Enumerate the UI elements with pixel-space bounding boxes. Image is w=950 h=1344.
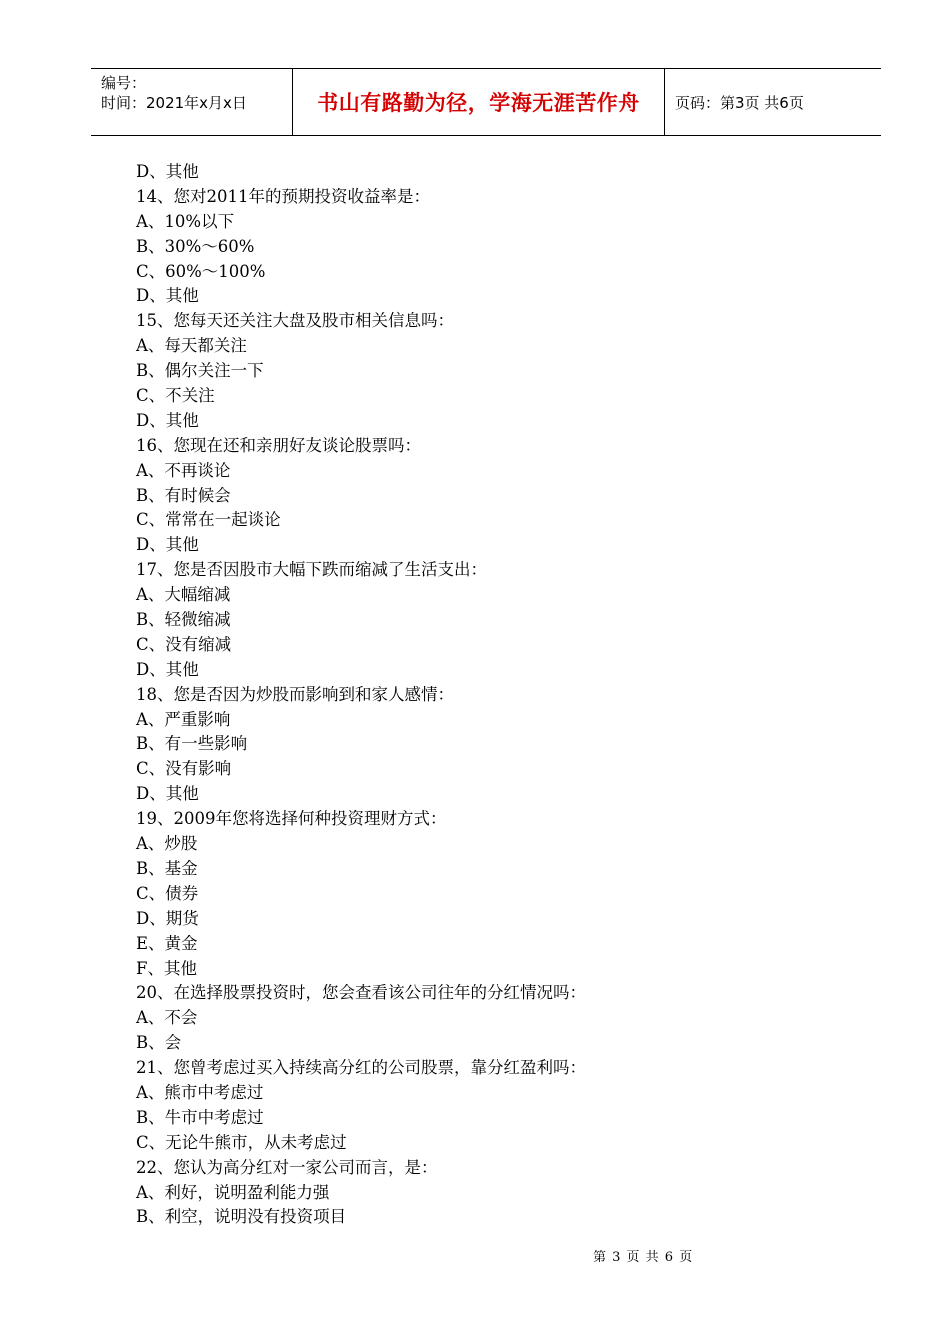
option-line: F、其他 [136, 958, 197, 978]
option-line: C、债券 [136, 883, 199, 903]
option-line: C、没有缩减 [136, 634, 232, 654]
question-line: 20、在选择股票投资时，您会查看该公司往年的分红情况吗： [136, 983, 586, 1003]
page-footer: 第 3 页 共 6 页 [593, 1250, 694, 1265]
header-motto: 书山有路勤为径，学海无涯苦作舟 [293, 69, 665, 135]
option-line: A、不会 [136, 1008, 198, 1028]
option-line: C、没有影响 [136, 759, 232, 779]
option-line: D、其他 [136, 659, 199, 679]
option-line: B、牛市中考虑过 [136, 1107, 264, 1127]
survey-content [136, 160, 856, 1230]
question-line: 15、您每天还关注大盘及股市相关信息吗： [136, 311, 454, 331]
option-line: D、其他 [136, 410, 199, 430]
option-line: D、期货 [136, 908, 199, 928]
option-line: C、无论牛熊市，从未考虑过 [136, 1132, 347, 1152]
option-line: D、其他 [136, 784, 199, 804]
option-line: D、其他 [136, 162, 199, 181]
question-line: 18、您是否因为炒股而影响到和家人感情： [136, 684, 454, 704]
option-line: A、熊市中考虑过 [136, 1082, 264, 1102]
option-line: A、炒股 [136, 834, 198, 854]
document-time-label: 时间：2021年x月x日 [101, 94, 247, 112]
question-line: 22、您认为高分红对一家公司而言，是： [136, 1157, 438, 1177]
option-line: D、其他 [136, 286, 199, 306]
document-number-label: 编号： [101, 74, 147, 92]
question-line: 16、您现在还和亲朋好友谈论股票吗： [136, 435, 421, 455]
option-line: A、不再谈论 [136, 460, 231, 480]
option-line: C、不关注 [136, 386, 215, 406]
option-line: A、大幅缩减 [136, 585, 231, 605]
option-line: D、其他 [136, 535, 199, 555]
option-line: B、有时候会 [136, 485, 231, 505]
option-line: C、60%～100% [136, 261, 266, 281]
option-line: B、利空，说明没有投资项目 [136, 1207, 347, 1227]
page-header [91, 68, 881, 136]
option-line: C、常常在一起谈论 [136, 510, 281, 530]
option-line: A、10%以下 [136, 211, 235, 231]
option-line: A、严重影响 [136, 709, 231, 729]
option-line: E、黄金 [136, 933, 198, 953]
option-line: B、30%～60% [136, 236, 255, 256]
question-line: 19、2009年您将选择何种投资理财方式： [136, 809, 447, 829]
question-line: 17、您是否因股市大幅下跌而缩减了生活支出： [136, 560, 487, 580]
option-line: A、每天都关注 [136, 336, 247, 356]
option-line: B、会 [136, 1033, 182, 1053]
option-line: A、利好，说明盈利能力强 [136, 1182, 330, 1202]
question-line: 21、您曾考虑过买入持续高分红的公司股票，靠分红盈利吗： [136, 1058, 586, 1078]
header-page-info: 页码：第3页 共6页 [675, 93, 804, 112]
option-line: B、有一些影响 [136, 734, 248, 754]
option-line: B、轻微缩减 [136, 610, 231, 630]
option-line: B、偶尔关注一下 [136, 361, 264, 381]
question-line: 14、您对2011年的预期投资收益率是： [136, 186, 430, 206]
option-line: B、基金 [136, 858, 198, 878]
header-meta [91, 69, 293, 135]
